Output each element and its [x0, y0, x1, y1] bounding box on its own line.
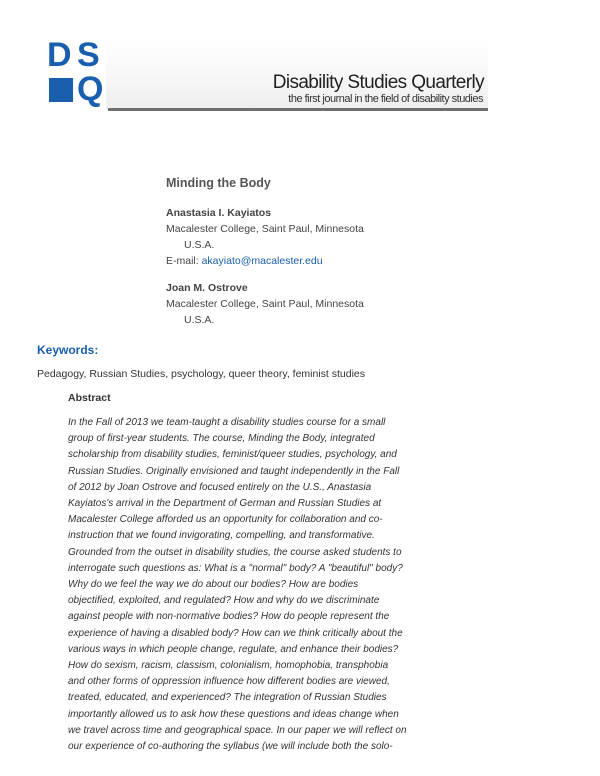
dsq-logo[interactable]	[47, 36, 111, 108]
logo-letter-s: S	[77, 36, 99, 74]
abstract-line: group of first-year students. The course, Minding the Body, integrated	[68, 433, 375, 445]
author-affiliation: Macalester College, Saint Paul, Minnesota	[166, 298, 364, 310]
email-label: E-mail:	[166, 255, 199, 267]
abstract-line: scholarship from disability studies, feminist/queer studies, psychology, and	[68, 449, 397, 461]
article-title: Minding the Body	[166, 176, 271, 190]
abstract-heading: Abstract	[68, 392, 111, 404]
logo-letter-q: Q	[77, 70, 103, 108]
abstract-line: In the Fall of 2013 we team-taught a disability studies course for a small	[68, 417, 386, 428]
keywords-list: Pedagogy, Russian Studies, psychology, queer theory, feminist studies	[37, 368, 366, 380]
abstract-line: importantly allowed us to ask how these questions and ideas change when	[68, 708, 399, 720]
journal-subtitle: the first journal in the field of disability studies	[288, 93, 483, 105]
abstract-line: interrogate such questions as: What is a "normal" body? A "beautiful" body?	[68, 562, 403, 574]
journal-header	[0, 0, 600, 120]
header-divider	[108, 108, 488, 111]
logo-letter-d: D	[47, 36, 71, 74]
abstract-line: experience of having a disabled body? How can we think critically about the	[68, 627, 403, 639]
abstract-line: Grounded from the outset in disability studies, the course asked students to	[68, 546, 402, 558]
author-country: U.S.A.	[184, 239, 215, 251]
abstract-line: instruction that we found invigorating, compelling, and transformative.	[68, 530, 375, 542]
abstract-line: Russian Studies. Originally envisioned and taught independently in the Fall	[68, 465, 400, 477]
logo-square	[49, 78, 73, 102]
abstract-line: various ways in which people change, regulate, and enhance their bodies?	[68, 643, 399, 655]
author-affiliation: Macalester College, Saint Paul, Minnesota	[166, 223, 364, 235]
author-country: U.S.A.	[184, 314, 215, 326]
abstract-line: against people with non-normative bodies? How do people represent the	[68, 611, 390, 623]
abstract-line: we travel across time and geographical space. In our paper we will reflect on	[68, 724, 407, 736]
keywords-heading: Keywords:	[37, 343, 99, 357]
abstract-line: How do sexism, racism, classism, colonialism, homophobia, transphobia	[68, 660, 389, 672]
journal-title: Disability Studies Quarterly	[272, 72, 484, 93]
abstract-line: Kayiatos's arrival in the Department of German and Russian Studies at	[68, 498, 382, 510]
abstract-line: objectified, exploited, and regulated? How and why do we discriminate	[68, 595, 380, 607]
author-block	[166, 280, 364, 328]
email-link[interactable]: akayiato@macalester.edu	[201, 255, 323, 267]
author-name: Anastasia I. Kayiatos	[166, 207, 272, 219]
abstract-line: and other forms of oppression influence how different bodies are viewed,	[68, 676, 390, 688]
abstract-line: Macalester College afforded us an opportunity for collaboration and co-	[68, 514, 383, 526]
abstract-line: of 2012 by Joan Ostrove and focused entirely on the U.S., Anastasia	[68, 481, 372, 493]
abstract-line: Why do we feel the way we do about our bodies? How are bodies	[68, 579, 359, 591]
author-name: Joan M. Ostrove	[166, 282, 248, 294]
abstract-body	[68, 415, 420, 755]
abstract-line: treated, educated, and experienced? The integration of Russian Studies	[68, 692, 387, 704]
author-block	[166, 205, 364, 269]
author-email-row	[166, 253, 364, 269]
abstract-line: our experience of co-authoring the syllabus (we will include both the solo-	[68, 741, 393, 753]
